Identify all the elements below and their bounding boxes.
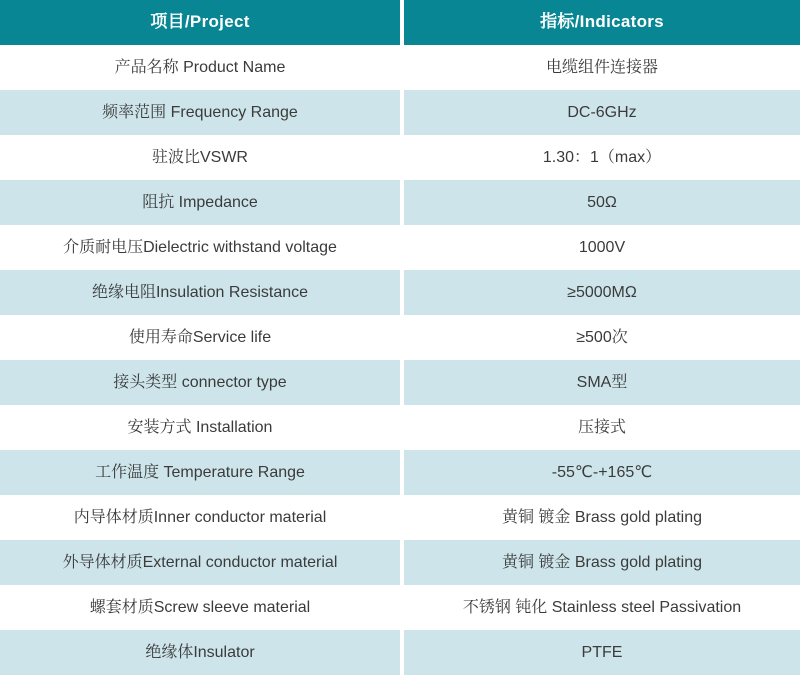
indicator-cell: 黄铜 镀金 Brass gold plating <box>404 495 800 540</box>
table-row <box>0 405 800 450</box>
table-row <box>0 225 800 270</box>
indicator-cell: 电缆组件连接器 <box>404 45 800 90</box>
indicator-cell: 50Ω <box>404 180 800 225</box>
project-cell: 频率范围 Frequency Range <box>0 90 400 135</box>
table-header-row <box>0 0 800 45</box>
indicator-cell: -55℃-+165℃ <box>404 450 800 495</box>
table-row <box>0 540 800 585</box>
table-row <box>0 630 800 675</box>
table-row <box>0 180 800 225</box>
project-cell: 工作温度 Temperature Range <box>0 450 400 495</box>
project-cell: 使用寿命Service life <box>0 315 400 360</box>
project-cell: 外导体材质External conductor material <box>0 540 400 585</box>
indicator-cell: ≥500次 <box>404 315 800 360</box>
indicator-cell: SMA型 <box>404 360 800 405</box>
project-cell: 驻波比VSWR <box>0 135 400 180</box>
table-row <box>0 270 800 315</box>
header-indicators: 指标/Indicators <box>404 0 800 45</box>
project-cell: 产品名称 Product Name <box>0 45 400 90</box>
indicator-cell: PTFE <box>404 630 800 675</box>
table-row <box>0 495 800 540</box>
indicator-cell: 1.30：1（max） <box>404 135 800 180</box>
indicator-cell: 压接式 <box>404 405 800 450</box>
project-cell: 介质耐电压Dielectric withstand voltage <box>0 225 400 270</box>
indicator-cell: 1000V <box>404 225 800 270</box>
indicator-cell: 黄铜 镀金 Brass gold plating <box>404 540 800 585</box>
table-row <box>0 135 800 180</box>
table-row <box>0 450 800 495</box>
indicator-cell: ≥5000MΩ <box>404 270 800 315</box>
indicator-cell: 不锈钢 钝化 Stainless steel Passivation <box>404 585 800 630</box>
table-row <box>0 585 800 630</box>
table-row <box>0 315 800 360</box>
header-project: 项目/Project <box>0 0 400 45</box>
project-cell: 接头类型 connector type <box>0 360 400 405</box>
table-row <box>0 90 800 135</box>
project-cell: 阻抗 Impedance <box>0 180 400 225</box>
indicator-cell: DC-6GHz <box>404 90 800 135</box>
project-cell: 绝缘电阻Insulation Resistance <box>0 270 400 315</box>
project-cell: 螺套材质Screw sleeve material <box>0 585 400 630</box>
table-row <box>0 360 800 405</box>
project-cell: 内导体材质Inner conductor material <box>0 495 400 540</box>
table-row <box>0 45 800 90</box>
project-cell: 安装方式 Installation <box>0 405 400 450</box>
project-cell: 绝缘体Insulator <box>0 630 400 675</box>
